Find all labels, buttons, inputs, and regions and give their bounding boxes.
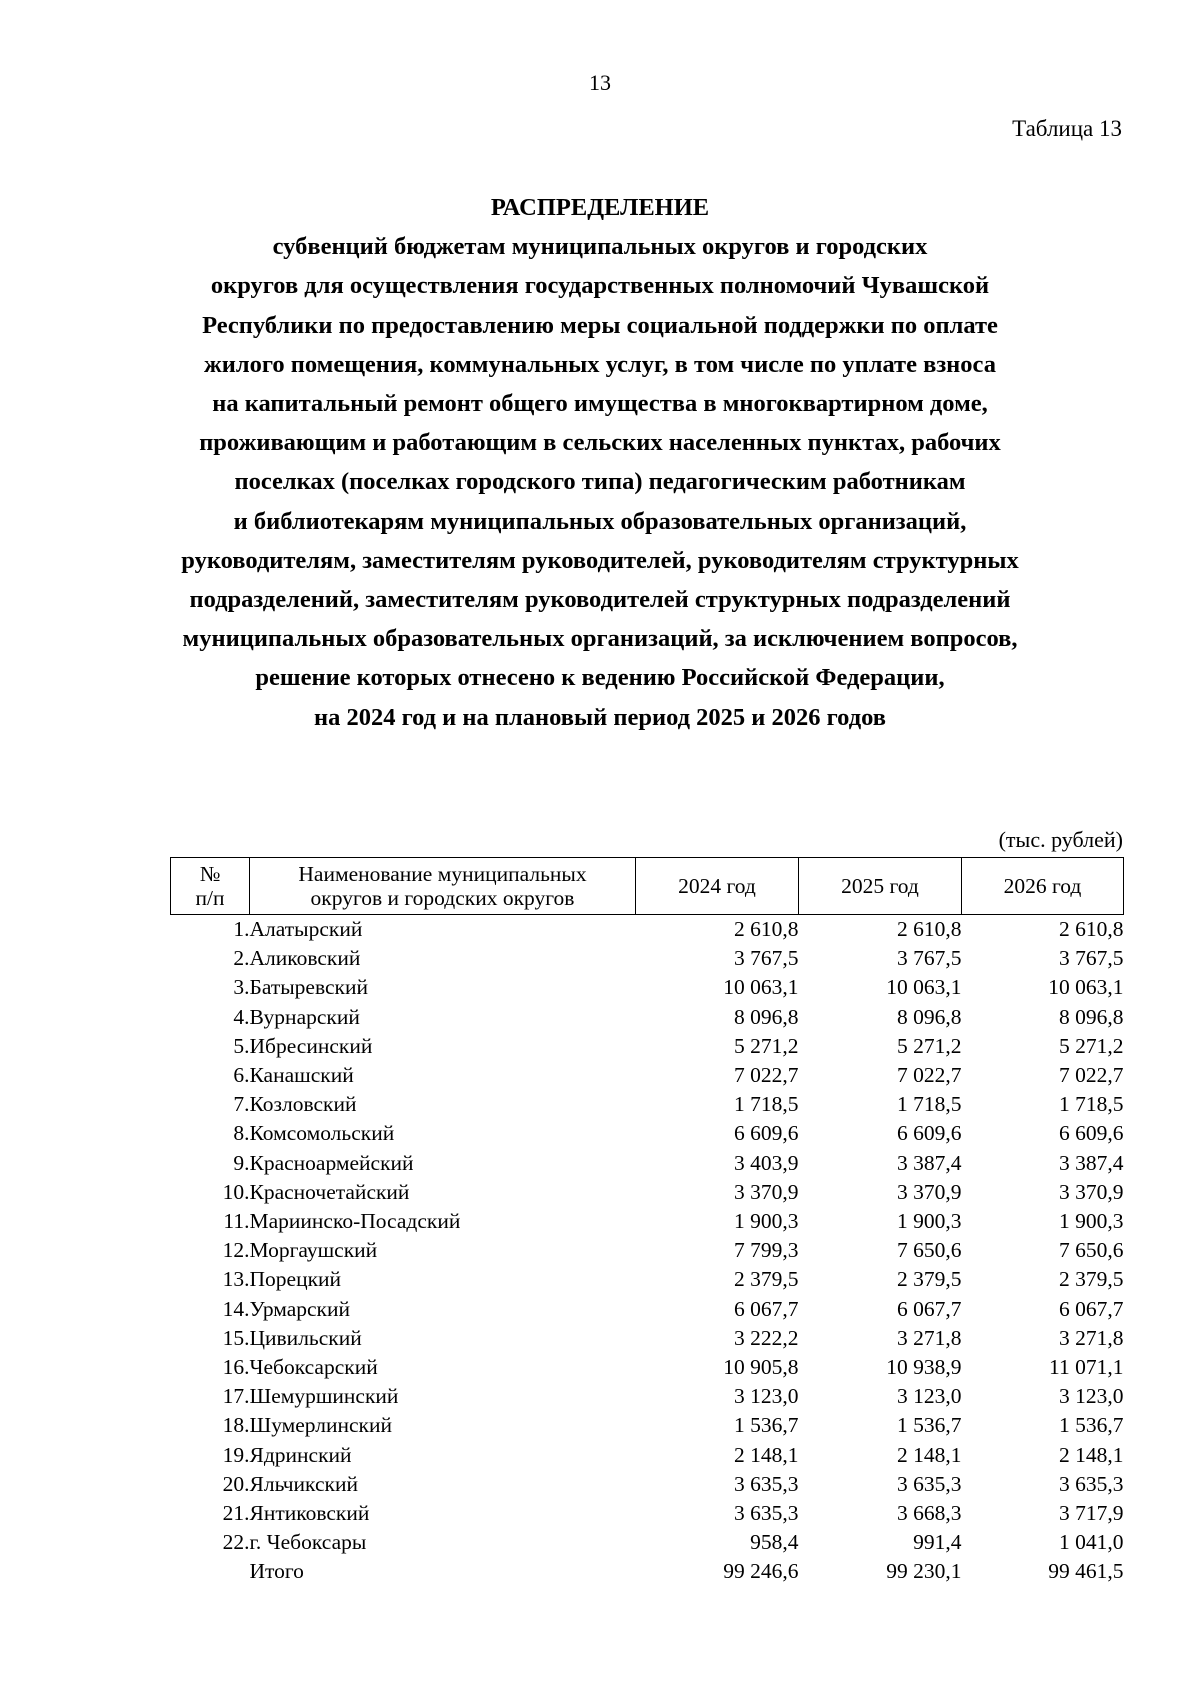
row-value-2024: 1 718,5 bbox=[734, 1092, 799, 1117]
row-value-2026: 6 609,6 bbox=[1059, 1121, 1124, 1146]
title-line: жилого помещения, коммунальных услуг, в том числе по уплате взноса bbox=[204, 350, 996, 378]
row-number: 16. bbox=[222, 1355, 250, 1380]
header-name-line2: округов и городских округов bbox=[310, 886, 575, 910]
table-row bbox=[171, 1090, 1124, 1119]
row-number: 1. bbox=[233, 917, 250, 941]
row-value-2024: 7 799,3 bbox=[734, 1238, 799, 1263]
title-line: проживающим и работающим в сельских населенных пунктах, рабочих bbox=[199, 429, 1001, 457]
row-value-2025: 1 900,3 bbox=[897, 1209, 962, 1234]
title-line: на капитальный ремонт общего имущества в многоквартирном доме, bbox=[212, 390, 988, 418]
row-number: 14. bbox=[222, 1296, 250, 1321]
row-value-2025: 3 123,0 bbox=[897, 1384, 962, 1409]
row-number: 6. bbox=[233, 1063, 250, 1088]
row-number: 22. bbox=[222, 1530, 250, 1555]
header-name-line1: Наименование муниципальных bbox=[298, 862, 587, 886]
row-name: Комсомольский bbox=[249, 1121, 395, 1146]
row-name: Шумерлинский bbox=[249, 1413, 393, 1438]
row-name: Яльчикский bbox=[249, 1471, 358, 1496]
header-2026: 2026 год bbox=[962, 858, 1124, 915]
row-value-2026: 10 063,1 bbox=[1048, 975, 1124, 1000]
row-value-2026: 3 717,9 bbox=[1059, 1501, 1124, 1526]
table-row bbox=[171, 1061, 1124, 1090]
document-title bbox=[100, 188, 1100, 737]
table-row bbox=[171, 1295, 1124, 1324]
row-value-2025: 3 668,3 bbox=[897, 1501, 962, 1526]
row-value-2024: 99 246,6 bbox=[723, 1559, 799, 1584]
row-name: Красночетайский bbox=[249, 1179, 410, 1204]
table-row bbox=[171, 1032, 1124, 1061]
row-name: Вурнарский bbox=[249, 1004, 360, 1029]
page-number: 13 bbox=[589, 70, 611, 95]
row-value-2026: 1 718,5 bbox=[1059, 1092, 1124, 1117]
row-number: 4. bbox=[233, 1004, 250, 1029]
row-name: Моргаушский bbox=[249, 1238, 378, 1263]
row-value-2024: 1 900,3 bbox=[734, 1209, 799, 1234]
row-value-2026: 2 610,8 bbox=[1059, 917, 1124, 941]
table-row bbox=[171, 944, 1124, 973]
row-value-2024: 3 123,0 bbox=[734, 1384, 799, 1409]
row-name: Итого bbox=[249, 1559, 304, 1584]
row-value-2025: 5 271,2 bbox=[897, 1033, 962, 1058]
row-number: 10. bbox=[222, 1179, 250, 1204]
table-label: Таблица 13 bbox=[1012, 116, 1122, 141]
header-2025: 2025 год bbox=[799, 858, 962, 915]
units-label: (тыс. рублей) bbox=[998, 827, 1123, 852]
table-row bbox=[171, 1003, 1124, 1032]
row-number: 13. bbox=[222, 1267, 250, 1292]
table-row bbox=[171, 1265, 1124, 1294]
row-name: Канашский bbox=[249, 1063, 354, 1088]
row-value-2024: 958,4 bbox=[750, 1530, 799, 1555]
row-value-2024: 3 403,9 bbox=[734, 1150, 799, 1175]
row-number bbox=[171, 1557, 250, 1586]
row-value-2025: 7 650,6 bbox=[897, 1238, 962, 1263]
title-line: решение которых отнесено к ведению Российской Федерации, bbox=[255, 664, 945, 692]
row-value-2025: 2 610,8 bbox=[897, 917, 962, 941]
row-value-2026: 99 461,5 bbox=[1048, 1559, 1124, 1584]
row-value-2026: 6 067,7 bbox=[1059, 1296, 1124, 1321]
header-name bbox=[250, 858, 636, 915]
row-value-2025: 6 067,7 bbox=[897, 1296, 962, 1321]
table-row bbox=[171, 1353, 1124, 1382]
row-value-2024: 10 063,1 bbox=[723, 975, 799, 1000]
title-line: субвенций бюджетам муниципальных округов и городских bbox=[272, 233, 928, 261]
header-number-line1: № bbox=[199, 862, 221, 886]
row-value-2026: 5 271,2 bbox=[1059, 1033, 1124, 1058]
row-value-2024: 3 222,2 bbox=[734, 1325, 799, 1350]
row-number: 9. bbox=[233, 1150, 250, 1175]
row-name: Янтиковский bbox=[249, 1501, 370, 1526]
table-header-row bbox=[171, 858, 1124, 915]
table-row bbox=[171, 973, 1124, 1002]
row-value-2024: 1 536,7 bbox=[734, 1413, 799, 1438]
row-value-2025: 3 387,4 bbox=[897, 1150, 962, 1175]
row-name: Ибресинский bbox=[249, 1033, 373, 1058]
row-value-2024: 3 767,5 bbox=[734, 946, 799, 971]
total-row bbox=[171, 1557, 1124, 1586]
row-value-2025: 1 536,7 bbox=[897, 1413, 962, 1438]
header-number bbox=[171, 858, 250, 915]
row-number: 17. bbox=[222, 1384, 250, 1409]
row-name: Батыревский bbox=[249, 975, 368, 1000]
row-value-2025: 6 609,6 bbox=[897, 1121, 962, 1146]
table-row bbox=[171, 1207, 1124, 1236]
row-value-2026: 3 370,9 bbox=[1059, 1179, 1124, 1204]
row-name: Аликовский bbox=[249, 946, 361, 971]
row-value-2024: 8 096,8 bbox=[734, 1004, 799, 1029]
row-value-2025: 3 635,3 bbox=[897, 1471, 962, 1496]
row-value-2025: 7 022,7 bbox=[897, 1063, 962, 1088]
row-number: 18. bbox=[222, 1413, 250, 1438]
row-value-2024: 6 067,7 bbox=[734, 1296, 799, 1321]
row-value-2025: 3 767,5 bbox=[897, 946, 962, 971]
row-number: 20. bbox=[222, 1471, 250, 1496]
row-number: 2. bbox=[233, 946, 250, 971]
row-name: г. Чебоксары bbox=[249, 1530, 367, 1555]
table-row bbox=[171, 1411, 1124, 1440]
row-number: 11. bbox=[223, 1209, 250, 1234]
row-number: 12. bbox=[222, 1238, 250, 1263]
row-value-2026: 3 767,5 bbox=[1059, 946, 1124, 971]
row-value-2025: 3 370,9 bbox=[897, 1179, 962, 1204]
row-number: 21. bbox=[222, 1501, 250, 1526]
row-value-2024: 3 370,9 bbox=[734, 1179, 799, 1204]
title-line: подразделений, заместителям руководителей структурных подразделений bbox=[189, 586, 1011, 614]
title-line: округов для осуществления государственных полномочий Чувашской bbox=[210, 272, 990, 300]
row-name: Урмарский bbox=[249, 1296, 351, 1321]
header-2024: 2024 год bbox=[636, 858, 799, 915]
row-number: 3. bbox=[233, 975, 250, 1000]
title-line: на 2024 год и на плановый период 2025 и 2026 годов bbox=[313, 703, 886, 731]
row-name: Красноармейский bbox=[249, 1150, 414, 1175]
row-value-2024: 2 610,8 bbox=[734, 917, 799, 941]
table-row bbox=[171, 1382, 1124, 1411]
table-row bbox=[171, 1470, 1124, 1499]
row-value-2025: 2 148,1 bbox=[897, 1442, 962, 1467]
row-number: 19. bbox=[222, 1442, 250, 1467]
table-row bbox=[171, 1119, 1124, 1148]
row-value-2024: 7 022,7 bbox=[734, 1063, 799, 1088]
row-value-2026: 8 096,8 bbox=[1059, 1004, 1124, 1029]
table-row bbox=[171, 1324, 1124, 1353]
row-number: 7. bbox=[233, 1092, 250, 1117]
row-value-2024: 5 271,2 bbox=[734, 1033, 799, 1058]
table-row bbox=[171, 1236, 1124, 1265]
header-number-line2: п/п bbox=[195, 886, 225, 910]
row-value-2025: 1 718,5 bbox=[897, 1092, 962, 1117]
row-name: Цивильский bbox=[249, 1325, 362, 1350]
table-row bbox=[171, 1178, 1124, 1207]
title-main: РАСПРЕДЕЛЕНИЕ bbox=[490, 194, 710, 221]
row-name: Ядринский bbox=[249, 1442, 352, 1467]
row-value-2024: 6 609,6 bbox=[734, 1121, 799, 1146]
row-number: 8. bbox=[233, 1121, 250, 1146]
title-line: Республики по предоставлению меры социальной поддержки по оплате bbox=[202, 311, 998, 339]
row-value-2025: 2 379,5 bbox=[897, 1267, 962, 1292]
row-value-2024: 2 148,1 bbox=[734, 1442, 799, 1467]
row-value-2024: 3 635,3 bbox=[734, 1501, 799, 1526]
row-value-2024: 10 905,8 bbox=[723, 1355, 799, 1380]
table-row bbox=[171, 1528, 1124, 1557]
title-line: муниципальных образовательных организаций, за исключением вопросов, bbox=[182, 625, 1018, 653]
row-value-2026: 1 536,7 bbox=[1059, 1413, 1124, 1438]
row-name: Чебоксарский bbox=[249, 1355, 378, 1380]
row-value-2026: 2 379,5 bbox=[1059, 1267, 1124, 1292]
row-value-2026: 3 123,0 bbox=[1059, 1384, 1124, 1409]
table-row bbox=[171, 915, 1124, 945]
row-value-2025: 99 230,1 bbox=[886, 1559, 962, 1584]
title-line: руководителям, заместителям руководителей, руководителям структурных bbox=[181, 546, 1019, 574]
title-line: и библиотекарям муниципальных образовательных организаций, bbox=[233, 507, 967, 535]
table-row bbox=[171, 1149, 1124, 1178]
row-value-2025: 3 271,8 bbox=[897, 1325, 962, 1350]
table-body bbox=[171, 915, 1124, 1587]
row-value-2026: 7 650,6 bbox=[1059, 1238, 1124, 1263]
row-value-2026: 1 041,0 bbox=[1059, 1530, 1124, 1555]
row-value-2024: 3 635,3 bbox=[734, 1471, 799, 1496]
row-value-2026: 7 022,7 bbox=[1059, 1063, 1124, 1088]
row-value-2025: 10 063,1 bbox=[886, 975, 962, 1000]
title-line: поселках (поселках городского типа) педагогическим работникам bbox=[234, 468, 966, 496]
row-value-2026: 3 635,3 bbox=[1059, 1471, 1124, 1496]
distribution-table bbox=[170, 857, 1124, 1587]
row-name: Шемуршинский bbox=[249, 1384, 399, 1409]
row-number: 5. bbox=[233, 1033, 250, 1058]
row-value-2025: 991,4 bbox=[913, 1530, 962, 1555]
row-name: Козловский bbox=[249, 1092, 357, 1117]
row-value-2025: 10 938,9 bbox=[886, 1355, 962, 1380]
table-row bbox=[171, 1499, 1124, 1528]
row-value-2025: 8 096,8 bbox=[897, 1004, 962, 1029]
row-value-2026: 3 387,4 bbox=[1059, 1150, 1124, 1175]
row-value-2026: 1 900,3 bbox=[1059, 1209, 1124, 1234]
row-value-2024: 2 379,5 bbox=[734, 1267, 799, 1292]
row-value-2026: 11 071,1 bbox=[1049, 1355, 1124, 1380]
row-value-2026: 2 148,1 bbox=[1059, 1442, 1124, 1467]
row-value-2026: 3 271,8 bbox=[1059, 1325, 1124, 1350]
row-name: Мариинско-Посадский bbox=[249, 1209, 461, 1234]
row-name: Порецкий bbox=[249, 1267, 342, 1292]
row-name: Алатырский bbox=[249, 917, 363, 941]
table-row bbox=[171, 1441, 1124, 1470]
row-number: 15. bbox=[222, 1325, 250, 1350]
